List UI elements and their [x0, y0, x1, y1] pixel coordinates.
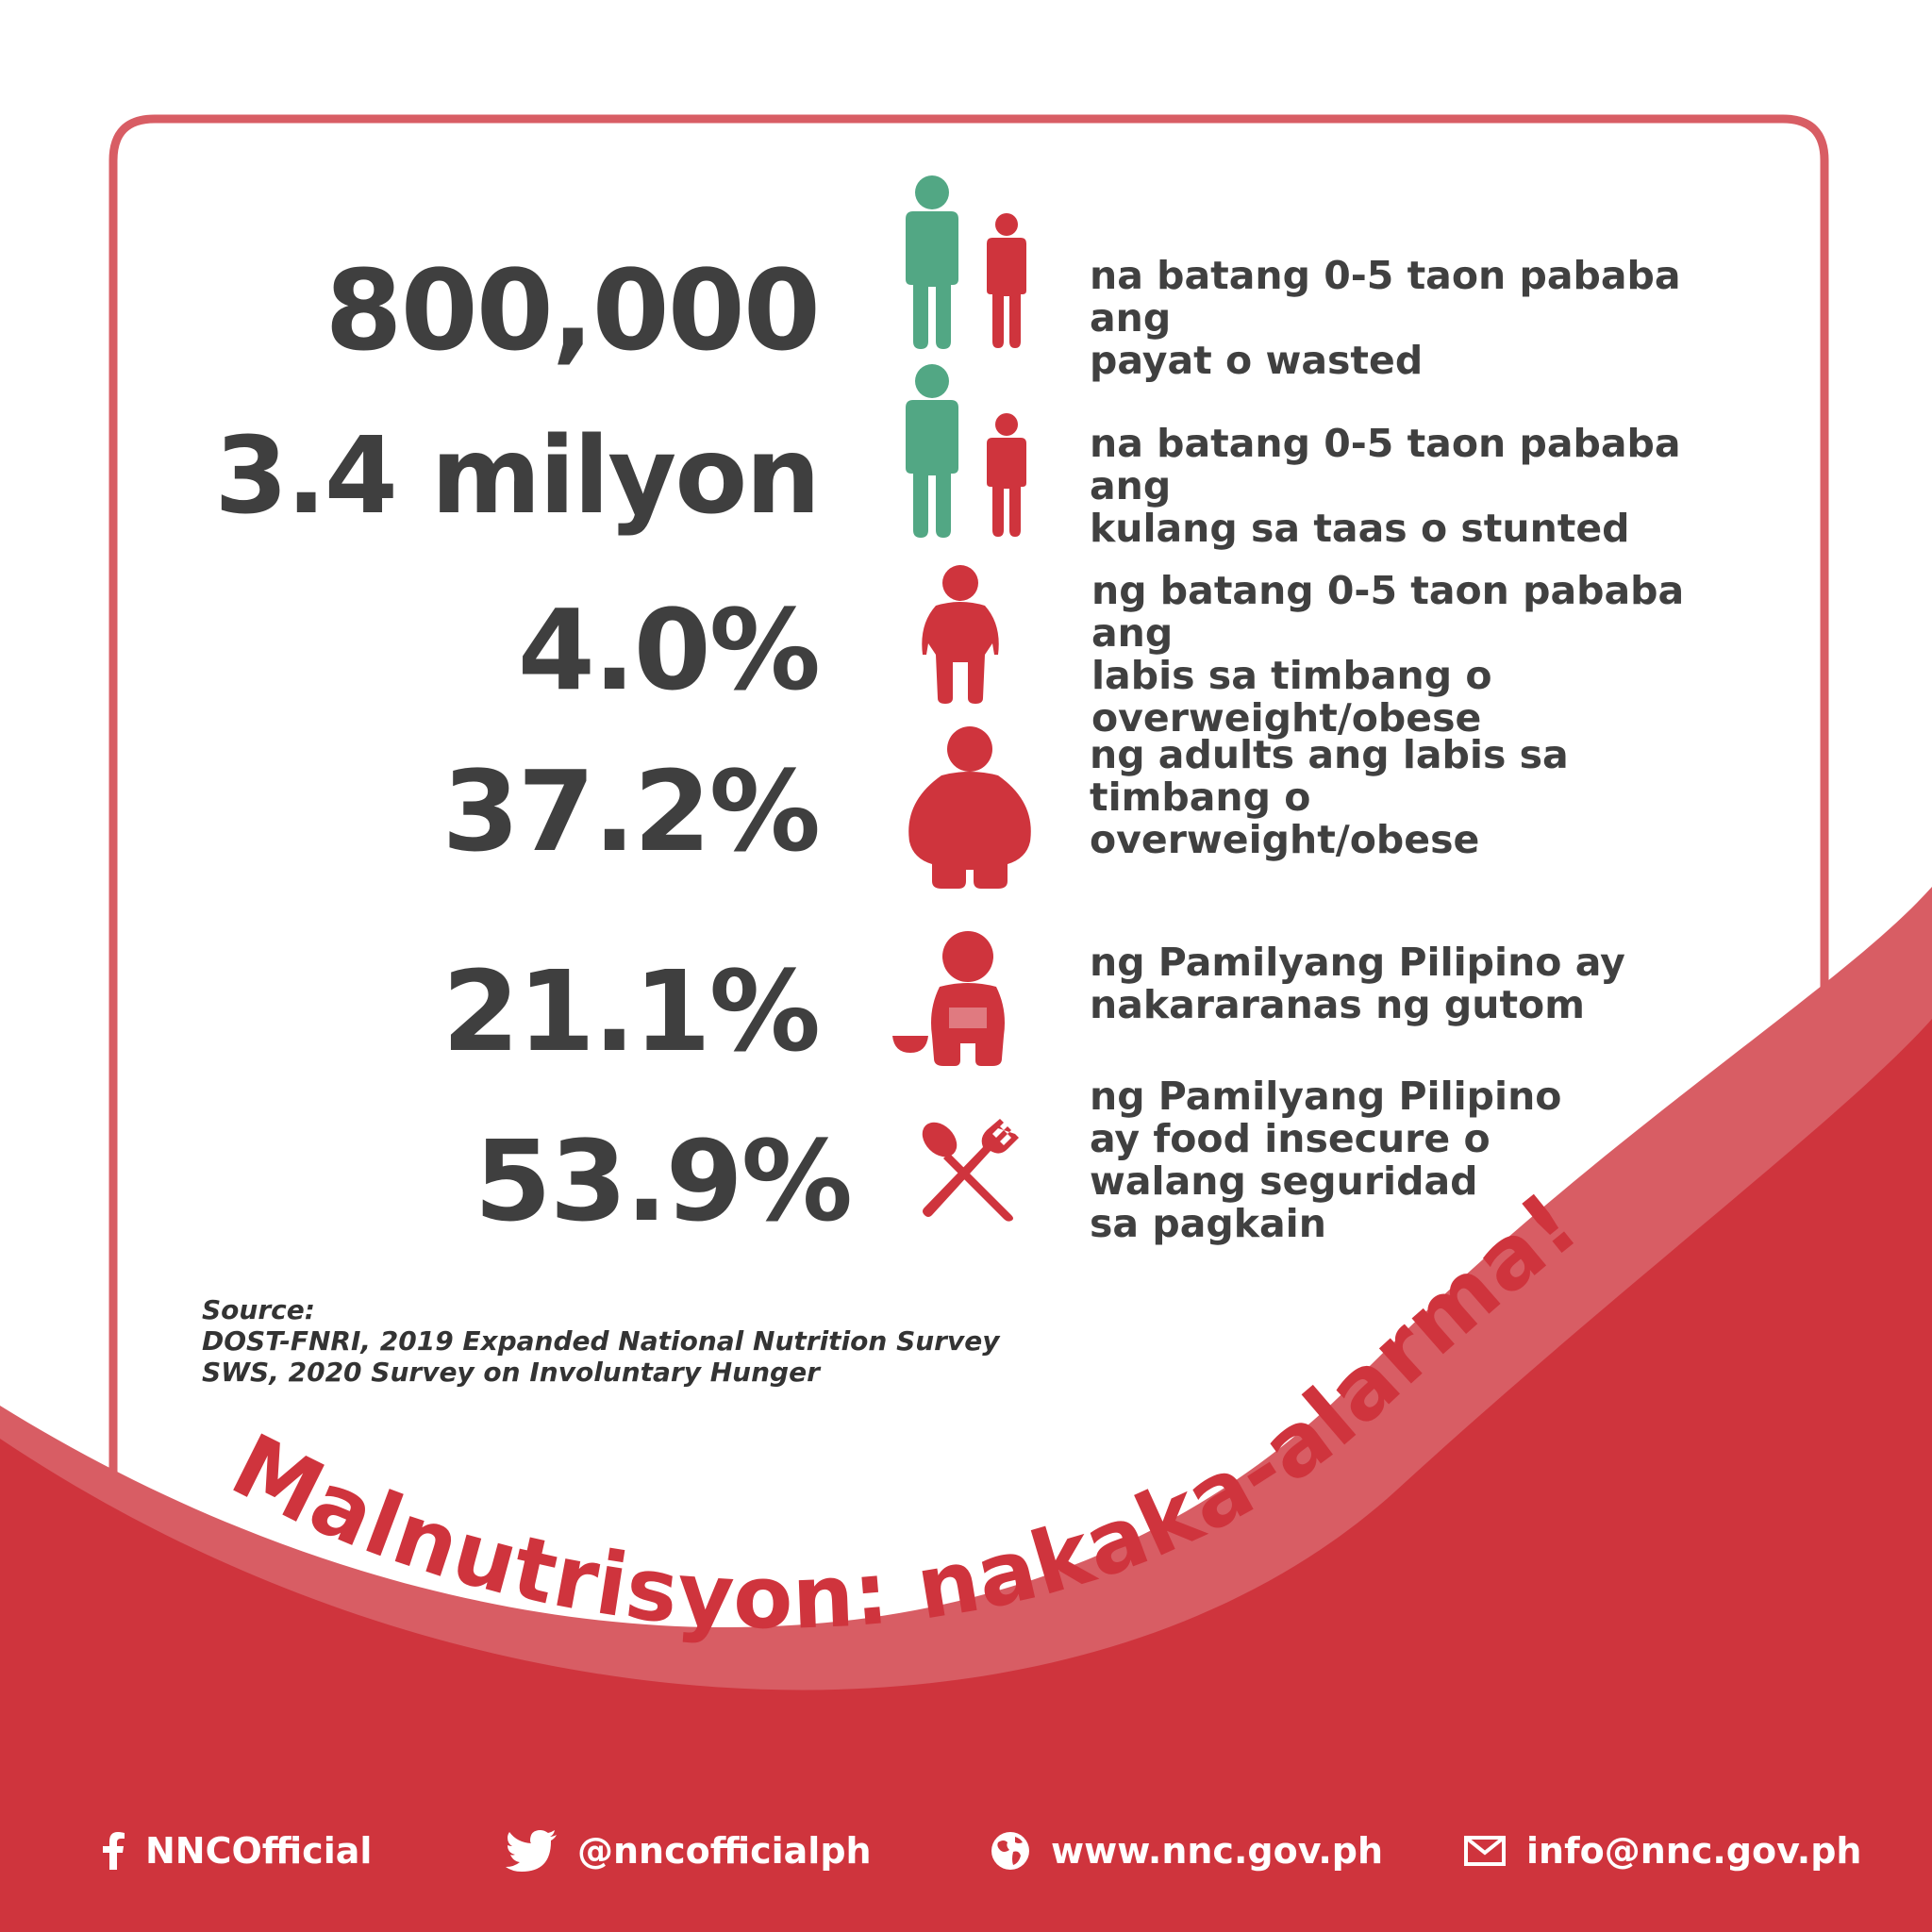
mail-icon	[1464, 1836, 1506, 1866]
stat-description: na batang 0-5 taon pababa ang payat o wasted	[1090, 253, 1681, 383]
stat-value: 3.4 milyon	[214, 415, 819, 538]
source-line: SWS, 2020 Survey on Involuntary Hunger	[202, 1357, 820, 1388]
footer-website[interactable]	[991, 1825, 1383, 1876]
source-line: DOST-FNRI, 2019 Expanded National Nutrition Survey	[202, 1325, 1000, 1357]
footer-facebook[interactable]	[102, 1825, 372, 1876]
email-address: info@nnc.gov.ph	[1526, 1830, 1862, 1872]
stat-value: 800,000	[325, 245, 819, 375]
stat-value: 21.1%	[441, 946, 819, 1076]
stat-value: 4.0%	[517, 585, 819, 715]
stat-description: ng Pamilyang Pilipino ay food insecure o walang seguridad sa pagkain	[1090, 1074, 1562, 1246]
stat-description: ng batang 0-5 taon pababa ang labis sa timbang o overweight/obese	[1091, 568, 1685, 741]
stat-value: 37.2%	[441, 746, 819, 876]
stat-description: na batang 0-5 taon pababa ang kulang sa taas o stunted	[1090, 421, 1681, 551]
banner-text: Malnutrisyon: nakaka-alarma!	[216, 1173, 1597, 1649]
website-url: www.nnc.gov.ph	[1051, 1830, 1384, 1872]
footer-email[interactable]	[1464, 1825, 1861, 1876]
stat-value: 53.9%	[474, 1116, 851, 1246]
globe-icon	[991, 1831, 1030, 1871]
facebook-handle: NNCOfficial	[145, 1830, 373, 1872]
source-label: Source:	[202, 1294, 315, 1325]
twitter-icon	[506, 1830, 557, 1872]
stat-description: ng Pamilyang Pilipino ay nakararanas ng gutom	[1090, 940, 1625, 1027]
facebook-icon	[102, 1832, 125, 1870]
twitter-handle: @nncofficialph	[577, 1830, 872, 1872]
footer-twitter[interactable]	[506, 1825, 872, 1876]
stat-description: ng adults ang labis sa timbang o overweight/obese	[1090, 732, 1569, 862]
